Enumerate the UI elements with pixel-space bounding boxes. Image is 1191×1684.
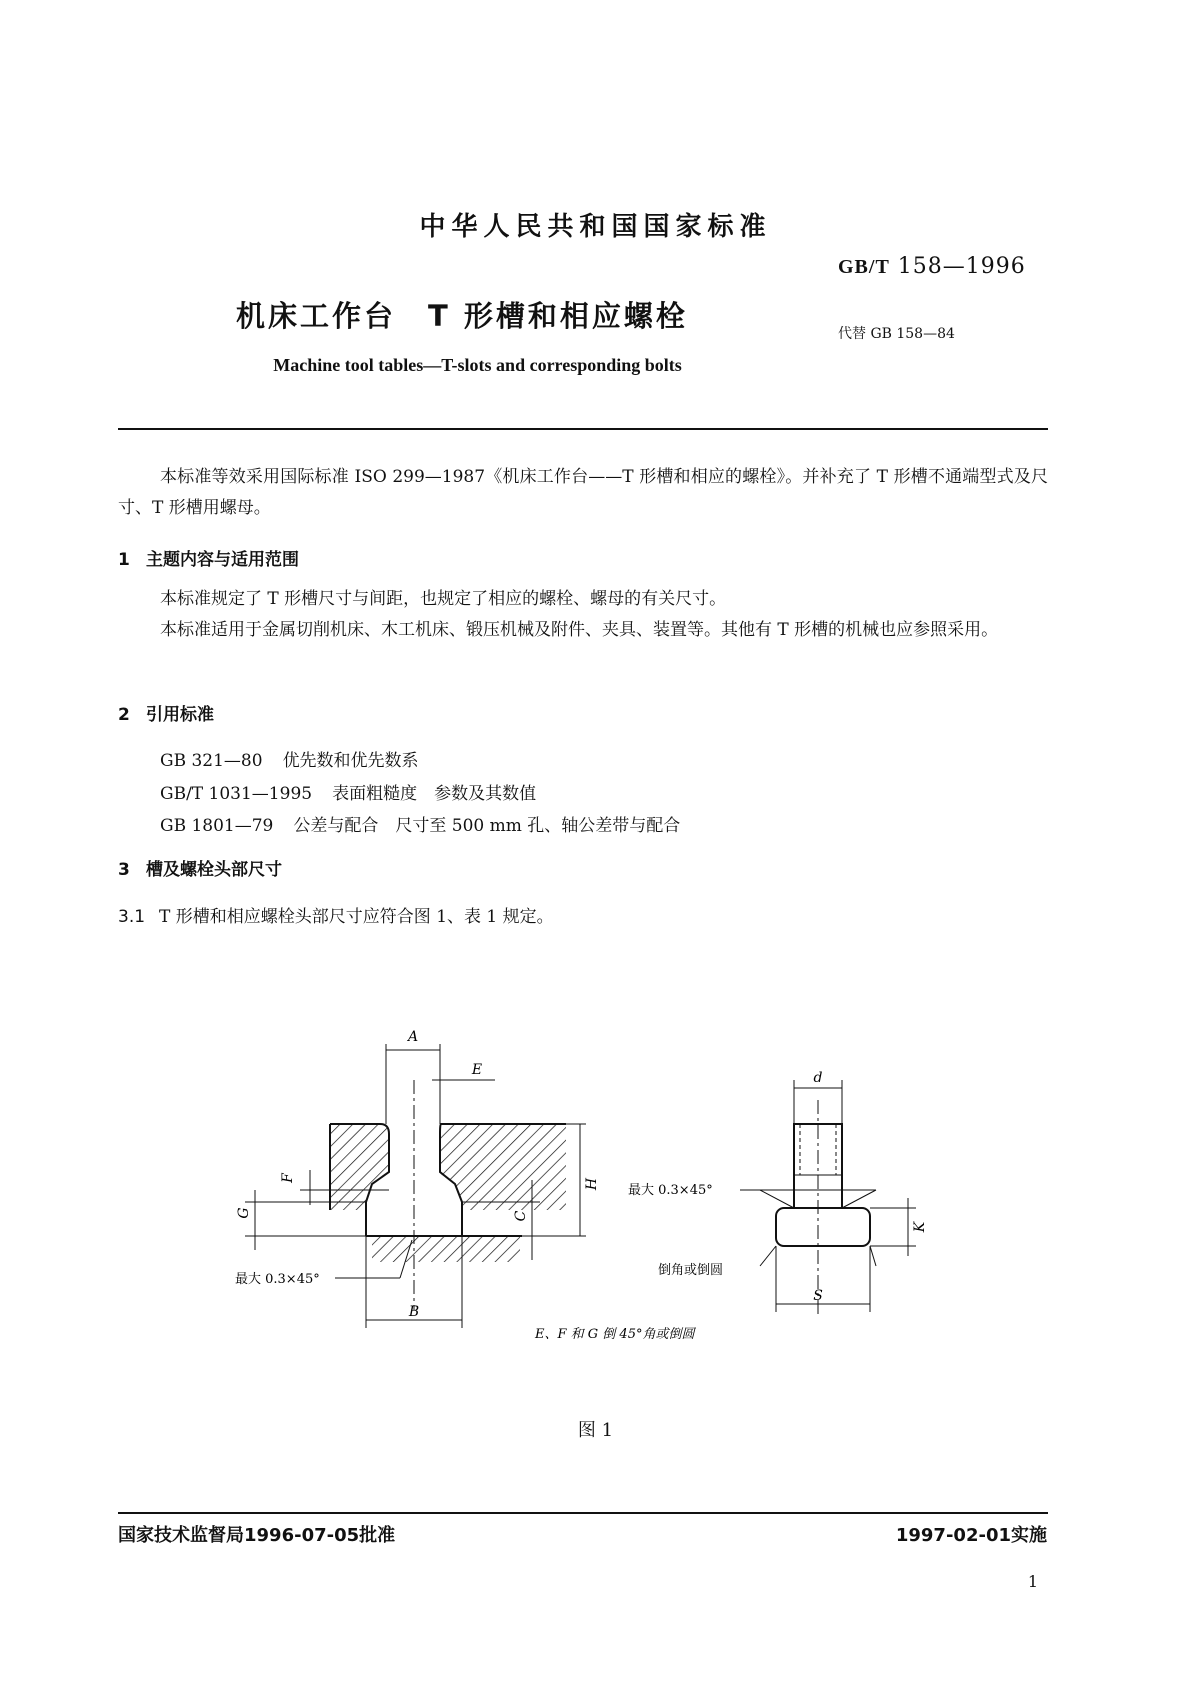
intro-paragraph: 本标准等效采用国际标准 ISO 299—1987《机床工作台——T 形槽和相应的螺栓》。并补充了 T 形槽不通端型式及尺寸、T 形槽用螺母。 <box>118 467 1048 518</box>
reference-code: GB/T 1031—1995 <box>160 784 313 804</box>
section-2-number: 2 <box>118 705 130 725</box>
dim-label-g: G <box>236 1207 252 1219</box>
reference-code: GB 1801—79 <box>160 816 274 836</box>
dim-label-s: S <box>813 1288 823 1304</box>
section-3-title: 槽及螺栓头部尺寸 <box>146 860 282 880</box>
effective-date: 1997-02-01实施 <box>895 1525 1047 1546</box>
hatched-body-bottom <box>372 1236 520 1262</box>
reference-title: 优先数和优先数系 <box>282 751 419 771</box>
approval-date: 国家技术监督局1996-07-05批准 <box>118 1525 396 1546</box>
chamfer-note-right: 最大 0.3×45° <box>628 1183 713 1198</box>
bolt-drawing <box>740 1080 916 1315</box>
dim-label-h: H <box>584 1177 600 1191</box>
standard-prefix: GB/T <box>838 256 890 278</box>
reference-title: 公差与配合 尺寸至 500 mm 孔、轴公差带与配合 <box>293 816 681 836</box>
page-number: 1 <box>1027 1572 1038 1591</box>
chamfer-note-left: 最大 0.3×45° <box>235 1272 320 1287</box>
figure-note: E、F 和 G 倒 45°角或倒圆 <box>535 1327 695 1342</box>
clause-3-1-text: T 形槽和相应螺栓头部尺寸应符合图 1、表 1 规定。 <box>159 907 554 927</box>
dim-label-e: E <box>471 1062 483 1078</box>
clause-3-1-number: 3.1 <box>118 907 146 927</box>
section-1-paragraph-2: 本标准适用于金属切削机床、木工机床、锻压机械及附件、夹具、装置等。其他有 T 形槽的机械也应参照采用。 <box>160 620 999 640</box>
dim-label-a: A <box>407 1029 419 1045</box>
section-2-title: 引用标准 <box>146 705 214 725</box>
section-1-number: 1 <box>118 550 130 570</box>
figure-caption: 图 1 <box>577 1420 614 1441</box>
section-1-paragraph-1: 本标准规定了 T 形槽尺寸与间距，也规定了相应的螺栓、螺母的有关尺寸。 <box>160 589 727 609</box>
replaces-note: 代替 GB 158—84 <box>838 326 955 342</box>
reference-title: 表面粗糙度 参数及其数值 <box>332 784 537 804</box>
title-chinese: 机床工作台 T 形槽和相应螺栓 <box>236 299 688 333</box>
reference-code: GB 321—80 <box>160 751 263 771</box>
footer-rule <box>118 1512 1048 1514</box>
hatched-body-left <box>330 1124 389 1210</box>
hatched-body-right <box>440 1124 566 1210</box>
chamfer-or-round-note: 倒角或倒圆 <box>658 1263 724 1278</box>
section-1-title: 主题内容与适用范围 <box>146 550 299 570</box>
title-english: Machine tool tables—T-slots and corresponding bolts <box>273 355 682 375</box>
standard-org-title: 中华人民共和国国家标准 <box>419 212 772 242</box>
dim-label-d: d <box>813 1070 823 1086</box>
section-3-number: 3 <box>118 860 130 880</box>
dim-label-f: F <box>280 1173 296 1183</box>
dim-label-b: B <box>408 1304 420 1320</box>
dim-label-k: K <box>912 1221 928 1233</box>
dim-label-c: C <box>513 1210 529 1222</box>
standard-code: 158—1996 <box>897 254 1026 279</box>
